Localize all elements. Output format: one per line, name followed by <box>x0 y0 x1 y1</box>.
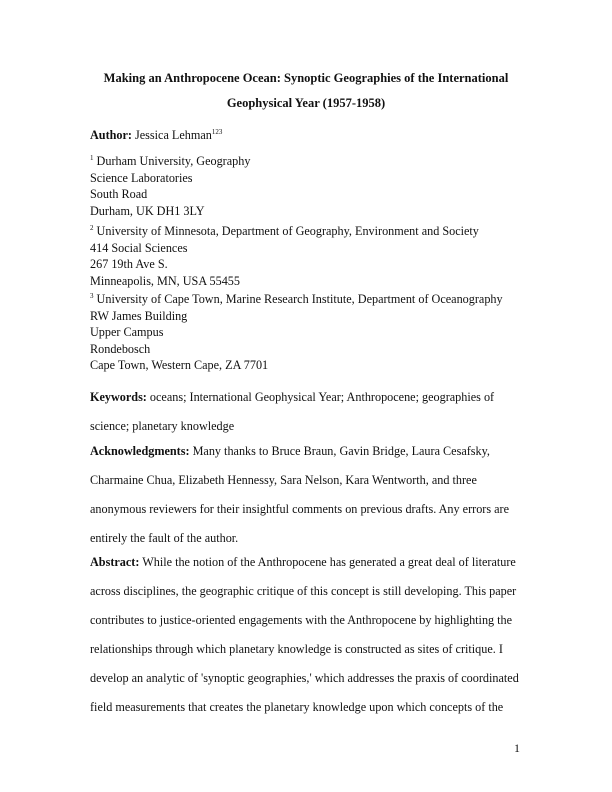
affiliation-2-sup: 2 <box>90 223 94 232</box>
keywords-text: science; planetary knowledge <box>90 419 235 433</box>
affiliation-1-line: Durham, UK DH1 3LY <box>90 203 205 218</box>
abstract-text: develop an analytic of 'synoptic geographies,' which addresses the praxis of coordinated <box>90 671 519 685</box>
abstract-text: contributes to justice-oriented engagements with the Anthropocene by highlighting the <box>90 613 513 627</box>
page-number: 1 <box>514 741 520 755</box>
keywords-paragraph <box>90 383 530 441</box>
acknowledgments-text: Many thanks to Bruce Braun, Gavin Bridge, Laura Cesafsky, <box>192 444 490 458</box>
affiliation-1-line: Science Laboratories <box>90 170 193 185</box>
abstract-text: relationships through which planetary knowledge is constructed as sites of critique. I <box>90 642 503 656</box>
author-line <box>90 128 222 142</box>
affiliation-1 <box>90 153 250 219</box>
acknowledgments-text: Charmaine Chua, Elizabeth Hennessy, Sara Nelson, Kara Wentworth, and three <box>90 473 477 487</box>
author-name: Jessica Lehman <box>135 128 212 142</box>
abstract-label: Abstract: <box>90 555 140 569</box>
affiliation-1-sup: 1 <box>90 153 94 162</box>
acknowledgments-text: entirely the fault of the author. <box>90 531 239 545</box>
affiliation-2-line: 414 Social Sciences <box>90 240 188 255</box>
title-line-1: Making an Anthropocene Ocean: Synoptic Geographies of the International <box>103 71 509 85</box>
affiliation-1-line: South Road <box>90 187 148 201</box>
author-superscript: 123 <box>211 127 223 136</box>
author-label: Author: <box>90 128 132 142</box>
affiliation-3-line: University of Cape Town, Marine Research Institute, Department of Oceanography <box>96 292 503 306</box>
abstract-text: across disciplines, the geographic critique of this concept is still developing. This paper <box>90 584 517 598</box>
acknowledgments-text: anonymous reviewers for their insightful comments on previous drafts. Any errors are <box>90 502 510 516</box>
abstract-text: While the notion of the Anthropocene has generated a great deal of literature <box>142 555 516 569</box>
affiliation-3 <box>90 291 503 374</box>
acknowledgments-label: Acknowledgments: <box>90 444 190 458</box>
affiliation-2-line: 267 19th Ave S. <box>90 257 168 271</box>
acknowledgments-paragraph <box>90 437 530 553</box>
affiliation-3-line: Upper Campus <box>90 325 164 339</box>
affiliation-2-line: University of Minnesota, Department of Geography, Environment and Society <box>96 224 479 238</box>
affiliation-3-line: Cape Town, Western Cape, ZA 7701 <box>90 358 269 372</box>
keywords-label: Keywords: <box>90 390 147 404</box>
affiliation-1-line: Durham University, Geography <box>96 154 251 168</box>
title-line-2: Geophysical Year (1957-1958) <box>226 96 386 110</box>
affiliation-3-sup: 3 <box>90 291 94 300</box>
abstract-paragraph <box>90 548 530 722</box>
abstract-text: field measurements that creates the planetary knowledge upon which concepts of the <box>90 700 504 714</box>
affiliation-2 <box>90 223 479 289</box>
affiliation-3-line: Rondebosch <box>90 341 151 356</box>
affiliation-2-line: Minneapolis, MN, USA 55455 <box>90 273 240 288</box>
affiliation-3-line: RW James Building <box>90 308 188 323</box>
keywords-text: oceans; International Geophysical Year; Anthropocene; geographies of <box>149 390 495 404</box>
